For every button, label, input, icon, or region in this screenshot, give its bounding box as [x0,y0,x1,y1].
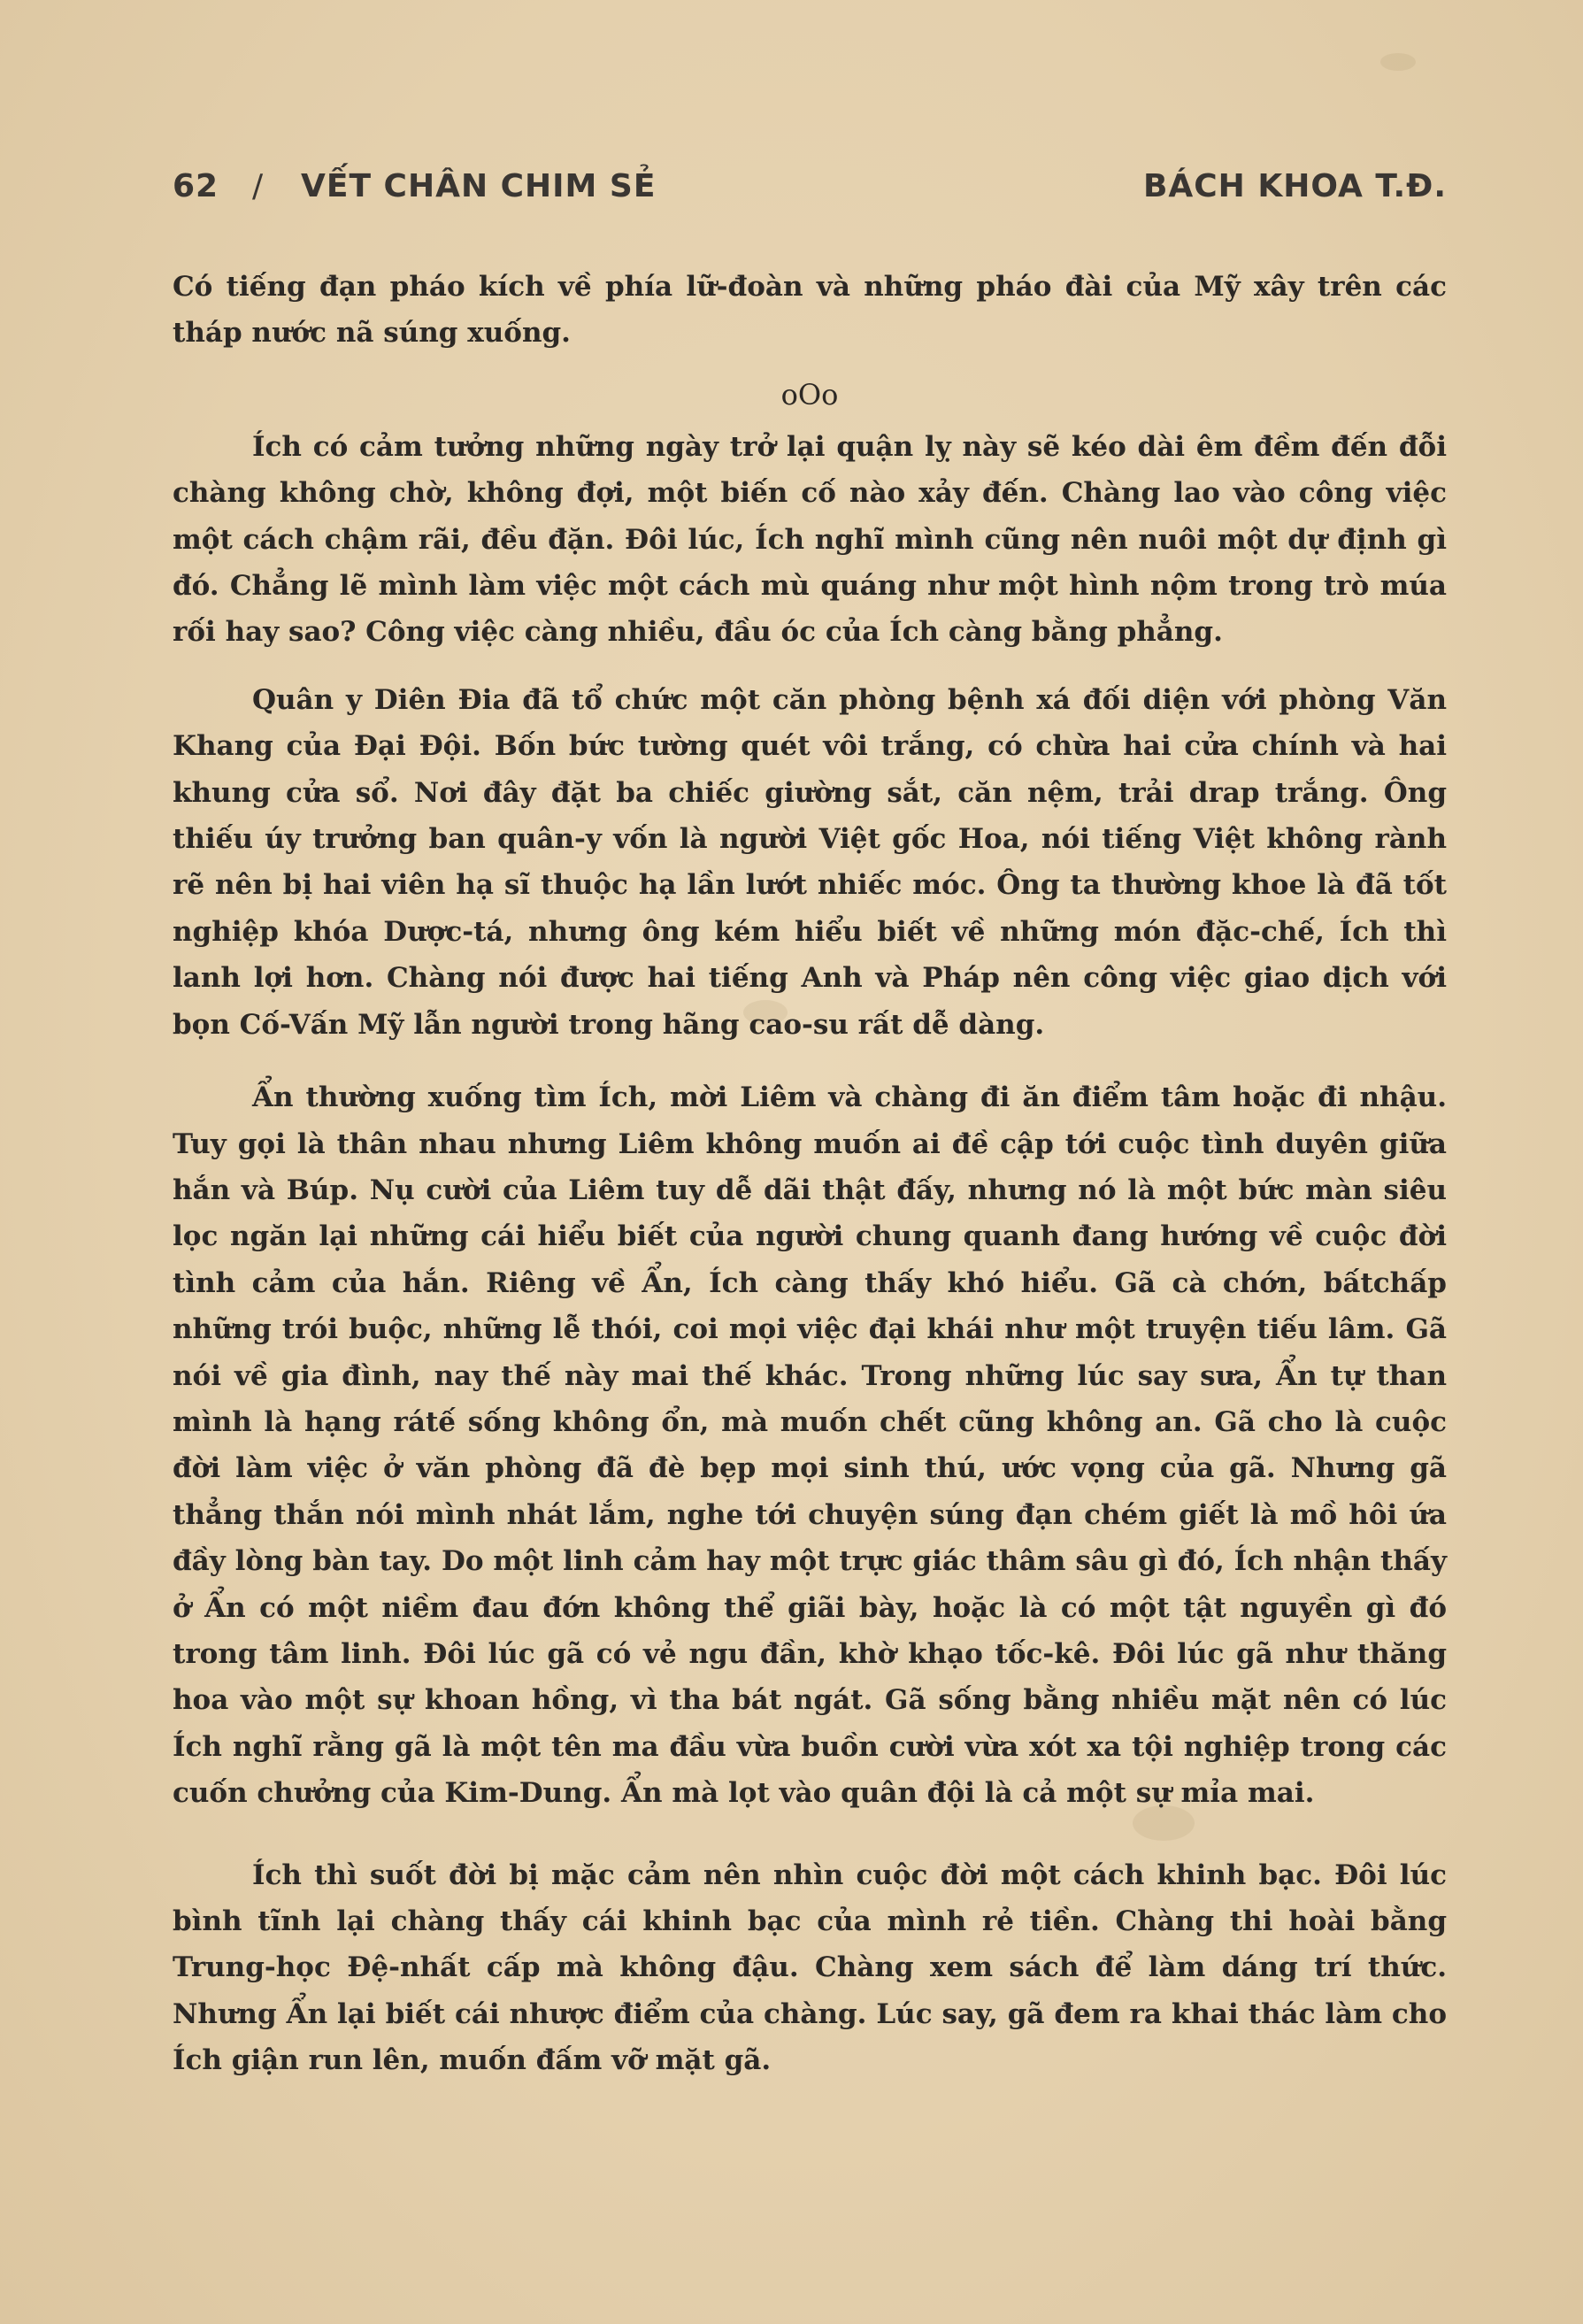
intro-paragraph: Có tiếng đạn pháo kích về phía lữ-đoàn và những pháo đài của Mỹ xây trên các tháp nước nã súng xuống. [173,271,1447,350]
paragraph: Ích thì suốt đời bị mặc cảm nên nhìn cuộc đời một cách khinh bạc. Đôi lúc bình tĩnh lại chàng thấy cái khinh bạc của mình rẻ tiền. Chàng thi hoài bằng Trung-học Đệ-nhất cấp mà không đậu. Chàng xem sách để làm dáng trí thức. Nhưng Ẩn lại biết cái nhược điểm của chàng. Lúc say, gã đem ra khai thác làm cho Ích giận run lên, muốn đấm vỡ mặt gã. [173,1858,1447,2077]
paragraph: Ích có cảm tưởng những ngày trở lại quận lỵ này sẽ kéo dài êm đềm đến đỗi chàng không chờ, không đợi, một biến cố nào xảy đến. Chàng lao vào công việc một cách chậm rãi, đều đặn. Đôi lúc, Ích nghĩ mình cũng nên nuôi một dự định gì đó. Chẳng lẽ mình làm việc một cách mù quáng như một hình nộm trong trò múa rối hay sao? Công việc càng nhiều, đầu óc của Ích càng bằng phẳng. [173,430,1447,649]
paragraph: Ẩn thường xuống tìm Ích, mời Liêm và chàng đi ăn điểm tâm hoặc đi nhậu. Tuy gọi là thân nhau nhưng Liêm không muốn ai đề cập tới cuộc tình duyên giữa hắn và Búp. Nụ cười của Liêm tuy dễ dãi thật đấy, nhưng nó là một bức màn siêu lọc ngăn lại những cái hiểu biết của người chung quanh đang hướng về cuộc đời tình cảm của hắn. Riêng về Ẩn, Ích càng thấy khó hiểu. Gã cà chớn, bấtchấp những trói buộc, những lễ thói, coi mọi việc đại khái như một truyện tiếu lâm. Gã nói về gia đình, nay thế này mai thế khác. Trong những lúc say sưa, Ẩn tự than mình là hạng rátế sống không ổn, mà muốn chết cũng không an. Gã cho là cuộc đời làm việc ở văn phòng đã đè bẹp mọi sinh thú, ước vọng của gã. Nhưng gã thẳng thắn nói mình nhát lắm, nghe tới chuyện súng đạn chém giết là mồ hôi ứa đầy lòng bàn tay. Do một linh cảm hay một trực giác thâm sâu gì đó, Ích nhận thấy ở Ẩn có một niềm đau đớn không thể giãi bày, hoặc là có một tật nguyền gì đó trong tâm linh. Đôi lúc gã có vẻ ngu đần, khờ khạo tốc-kê. Đôi lúc gã như thăng hoa vào một sự khoan hồng, vì tha bát ngát. Gã sống bằng nhiều mặt nên có lúc Ích nghĩ rằng gã là một tên ma đầu vừa buồn cười vừa xót xa tội nghiệp trong các cuốn chưởng của Kim-Dung. Ẩn mà lọt vào quân đội là cả một sự mỉa mai. [173,1081,1447,1810]
header-separator: / [252,168,265,204]
book-title: VẾT CHÂN CHIM SẺ [301,168,657,204]
page-body [173,264,1447,2084]
paper-stain [1380,53,1416,71]
paragraph: Quân y Diên Đia đã tổ chức một căn phòng bệnh xá đối diện với phòng Văn Khang của Đại Đội. Bốn bức tường quét vôi trắng, có chừa hai cửa chính và hai khung cửa sổ. Nơi đây đặt ba chiếc giường sắt, căn nệm, trải drap trắng. Ông thiếu úy trưởng ban quân-y vốn là người Việt gốc Hoa, nói tiếng Việt không rành rẽ nên bị hai viên hạ sĩ thuộc hạ lần lướt nhiếc móc. Ông ta thường khoe là đã tốt nghiệp khóa Dược-tá, nhưng ông kém hiểu biết về những món đặc-chế, Ích thì lanh lợi hơn. Chàng nói được hai tiếng Anh và Pháp nên công việc giao dịch với bọn Cố-Vấn Mỹ lẫn người trong hãng cao-su rất dễ dàng. [173,683,1447,1041]
publication-name: BÁCH KHOA T.Đ. [1142,168,1447,204]
page-number: 62 [173,168,219,204]
section-break: oOo [780,377,839,412]
running-header [173,168,1447,212]
